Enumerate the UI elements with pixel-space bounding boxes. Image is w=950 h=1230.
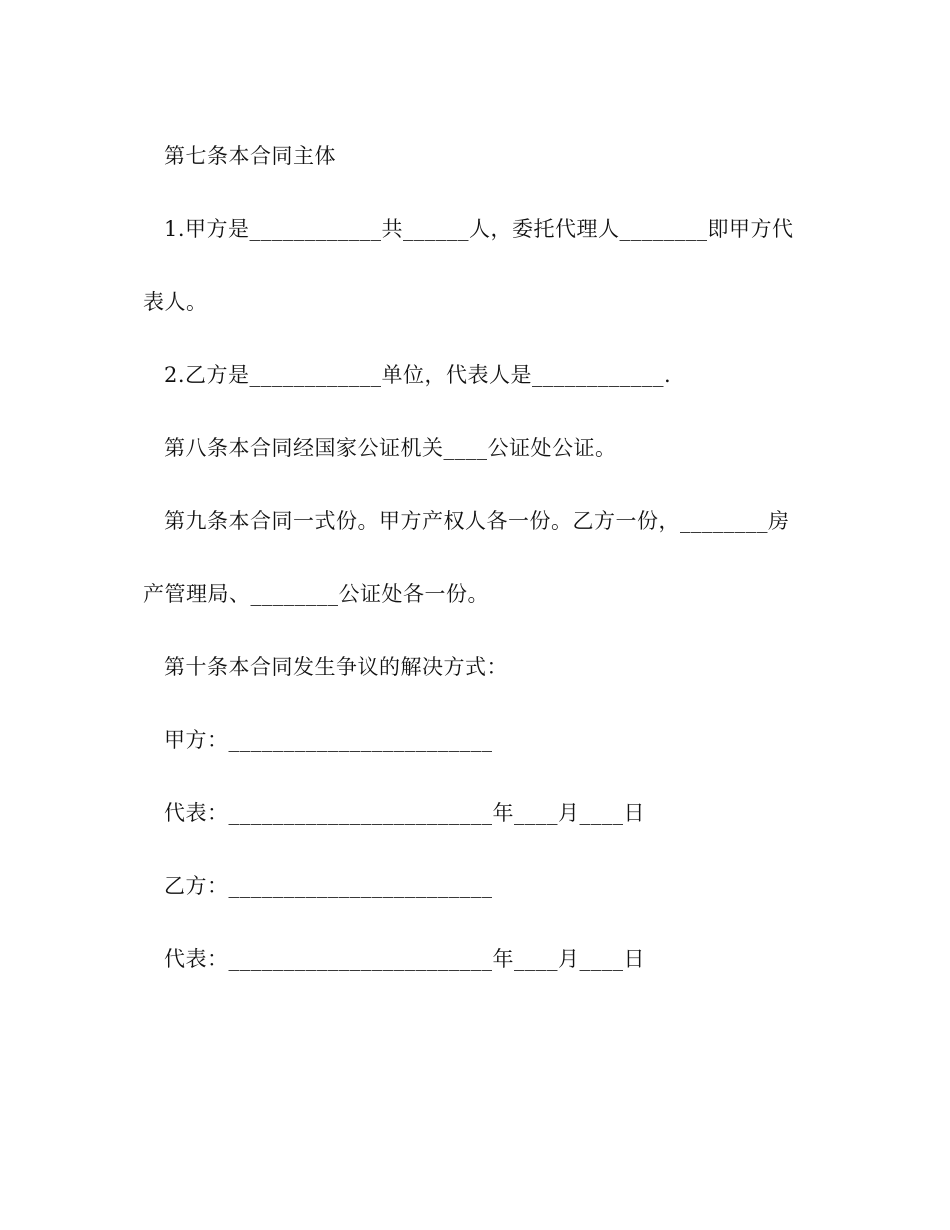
document-body: [143, 120, 795, 996]
party-a-signature-line: 甲方：________________________: [164, 728, 493, 752]
article-9: 第九条本合同一式份。甲方产权人各一份。乙方一份，________房产管理局、________公证处各一份。: [143, 509, 790, 606]
article-8: 第八条本合同经国家公证机关____公证处公证。: [164, 436, 617, 460]
article-7-item-1: 1.甲方是____________共______人，委托代理人________即甲方代表人。: [143, 217, 794, 314]
party-b-signature-line: 乙方：________________________: [164, 874, 493, 898]
party-b-representative-line: 代表：________________________年____月____日: [164, 947, 645, 971]
article-7-item-2: 2.乙方是____________单位，代表人是____________.: [164, 363, 672, 387]
article-10: 第十条本合同发生争议的解决方式：: [164, 655, 508, 679]
party-a-representative-line: 代表：________________________年____月____日: [164, 801, 645, 825]
article-7-title: 第七条本合同主体: [164, 144, 336, 168]
